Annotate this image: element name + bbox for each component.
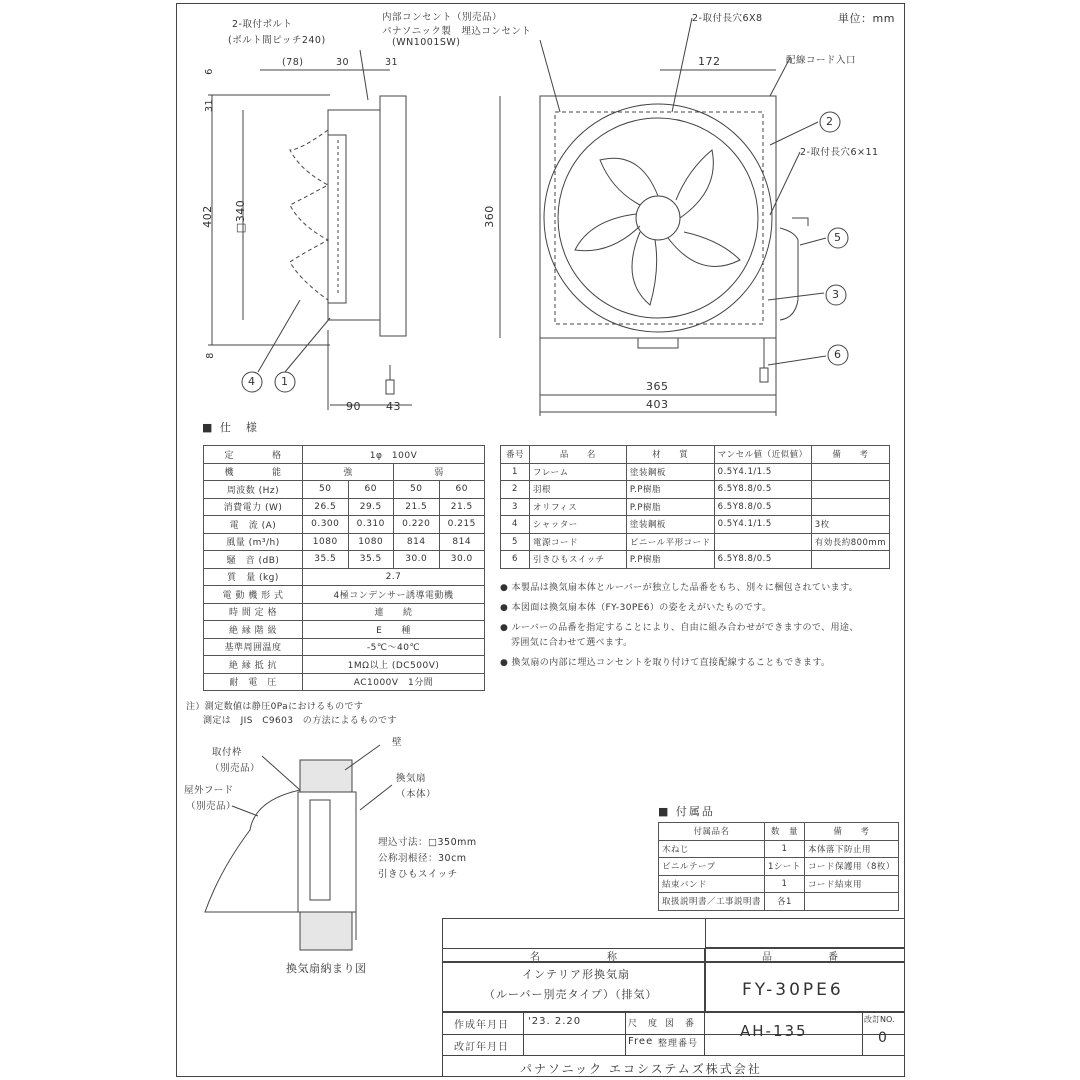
note-3: ● ルーバーの品番を指定することにより、自由に組み合わせができますので、用途、 xyxy=(500,623,859,633)
note-text: 本製品は換気扇本体とルーバーが独立した品番をもち、別々に梱包されています。 xyxy=(511,583,859,593)
title-rev-label: 改訂年月日 xyxy=(454,1042,509,1053)
side-switch-housing xyxy=(328,135,346,303)
note-text: 換気扇の内部に埋込コンセントを取り付けて直接配線することもできます。 xyxy=(511,658,831,668)
pull-knob-side xyxy=(386,380,394,394)
parts-cell: 0.5Y4.1/1.5 xyxy=(714,463,811,481)
install-wall-label: 壁 xyxy=(392,737,403,748)
parts-cell: 2 xyxy=(501,481,530,499)
install-fan-sub: （本体） xyxy=(396,789,437,800)
install-spec-2: 公称羽根径：30cm xyxy=(378,853,467,864)
dim-31-side: 31 xyxy=(204,98,216,113)
cord-entry-label: 配線コード入口 xyxy=(786,55,857,66)
spec-cell: 基準周囲温度 xyxy=(204,638,303,656)
leader-slot-top xyxy=(672,18,692,112)
parts-row xyxy=(501,551,890,569)
parts-cell: 6 xyxy=(501,551,530,569)
front-inner-dashed xyxy=(555,112,763,324)
install-frame-label: 取付枠 xyxy=(212,747,243,758)
bolt-title: 2-取付ボルト xyxy=(232,19,293,30)
install-spec-3: 引きひもスイッチ xyxy=(378,869,458,880)
leader-2 xyxy=(770,122,818,145)
parts-cell: 3 xyxy=(501,498,530,516)
dim-403: 403 xyxy=(646,398,669,411)
leader-6 xyxy=(768,356,826,365)
accessories-cell: 本体落下防止用 xyxy=(804,840,898,858)
orifice-ring xyxy=(544,104,772,332)
spec-cell: 電 流 (A) xyxy=(204,516,303,534)
spec-title: ■ 仕 様 xyxy=(202,421,259,434)
accessories-header-cell: 付属品名 xyxy=(659,823,765,841)
spec-cell: 1MΩ以上 (DC500V) xyxy=(303,656,485,674)
parts-cell: 3枚 xyxy=(811,516,889,534)
title-company: パナソニック エコシステムズ株式会社 xyxy=(520,1062,762,1076)
accessories-cell: 1 xyxy=(765,875,805,893)
spec-row xyxy=(204,621,485,639)
spec-table xyxy=(203,445,485,691)
callout-4: 4 xyxy=(248,375,256,388)
title-drawing-label: 図 番 xyxy=(665,1019,696,1029)
front-frame xyxy=(540,96,776,338)
parts-cell: P.P樹脂 xyxy=(626,481,714,499)
parts-row xyxy=(501,498,890,516)
dim-340: □340 xyxy=(234,199,248,234)
spec-cell: 耐 電 圧 xyxy=(204,673,303,691)
spec-cell: 風量 (m³/h) xyxy=(204,533,303,551)
footnote-1: 注）測定数値は静圧0Paにおけるものです xyxy=(186,702,364,712)
accessories-title-text: 付属品 xyxy=(675,805,715,818)
parts-cell: シャッター xyxy=(529,516,626,534)
install-fan-body xyxy=(298,792,356,912)
install-frame-sub: （別売品） xyxy=(210,763,261,774)
spec-cell: 0.215 xyxy=(439,516,485,534)
fan-circle xyxy=(558,118,758,318)
installation-view xyxy=(205,745,392,950)
spec-row xyxy=(204,673,485,691)
power-cord xyxy=(780,228,798,320)
parts-row xyxy=(501,481,890,499)
parts-cell xyxy=(811,498,889,516)
title-scale-value: Free xyxy=(628,1036,654,1047)
spec-cell: E 種 xyxy=(303,621,485,639)
dim-8: 8 xyxy=(204,352,216,359)
title-name-line-1: インテリア形換気扇 xyxy=(522,968,630,981)
outlet-model: (WN1001SW) xyxy=(392,37,461,48)
outlet-maker: パナソニック製 埋込コンセント xyxy=(382,26,532,37)
spec-cell: 弱 xyxy=(394,463,485,481)
parts-header-cell: 材 質 xyxy=(626,446,714,464)
accessories-cell: 各1 xyxy=(765,893,805,911)
dim-31-top: 31 xyxy=(385,57,399,68)
accessories-row xyxy=(659,840,899,858)
accessories-cell: コード結束用 xyxy=(804,875,898,893)
spec-cell: 質 量 (kg) xyxy=(204,568,303,586)
spec-cell: 814 xyxy=(439,533,485,551)
spec-cell: 1080 xyxy=(348,533,394,551)
spec-cell: 絶 縁 抵 抗 xyxy=(204,656,303,674)
parts-cell: 塗装鋼板 xyxy=(626,516,714,534)
pull-knob-front xyxy=(760,368,768,382)
leader-wall xyxy=(345,745,380,770)
parts-cell: P.P樹脂 xyxy=(626,498,714,516)
spec-cell: 26.5 xyxy=(303,498,349,516)
accessories-row xyxy=(659,875,899,893)
slot-side-label: 2-取付長穴6×11 xyxy=(800,147,879,158)
fan-blade-3 xyxy=(668,232,740,266)
front-bottom-tab xyxy=(638,338,678,348)
spec-cell: 絶 縁 階 級 xyxy=(204,621,303,639)
note-4: ● 換気扇の内部に埋込コンセントを取り付けて直接配線することもできます。 xyxy=(500,658,831,668)
leader-slot-side xyxy=(770,152,800,215)
dim-30: 30 xyxy=(336,57,350,68)
note-2: ● 本図面は換気扇本体（FY-30PE6）の姿をえがいたものです。 xyxy=(500,603,772,613)
install-hood-sub: （別売品） xyxy=(186,801,237,812)
dim-43: 43 xyxy=(386,400,401,413)
parts-table xyxy=(500,445,890,569)
parts-cell: 電源コード xyxy=(529,533,626,551)
spec-title-text: 仕 様 xyxy=(219,421,259,434)
spec-row xyxy=(204,481,485,499)
accessories-table xyxy=(658,822,899,911)
install-hood-label: 屋外フード xyxy=(184,785,234,796)
leader-frame xyxy=(262,756,300,790)
slot-top-label: 2-取付長穴6X8 xyxy=(692,13,763,24)
parts-cell xyxy=(811,481,889,499)
spec-cell: 30.0 xyxy=(394,551,440,569)
spec-cell: 0.300 xyxy=(303,516,349,534)
spec-cell: 814 xyxy=(394,533,440,551)
accessories-cell: 結束バンド xyxy=(659,875,765,893)
parts-header-row xyxy=(501,446,890,464)
spec-cell: 50 xyxy=(303,481,349,499)
callout-1: 1 xyxy=(281,375,289,388)
title-block-top-right xyxy=(705,918,905,948)
dim-78: (78) xyxy=(282,57,304,68)
parts-cell: 5 xyxy=(501,533,530,551)
parts-cell: 0.5Y4.1/1.5 xyxy=(714,516,811,534)
parts-row xyxy=(501,516,890,534)
spec-cell: 電 動 機 形 式 xyxy=(204,586,303,604)
spec-cell: 2.7 xyxy=(303,568,485,586)
parts-row xyxy=(501,533,890,551)
title-ref-label: 整理番号 xyxy=(658,1039,699,1049)
side-frame xyxy=(328,110,380,320)
parts-cell: 4 xyxy=(501,516,530,534)
dim-90: 90 xyxy=(346,400,361,413)
note-1: ● 本製品は換気扇本体とルーバーが独立した品番をもち、別々に梱包されています。 xyxy=(500,583,859,593)
outlet-title: 内部コンセント（別売品） xyxy=(382,12,503,23)
accessories-cell: 1シート xyxy=(765,858,805,876)
spec-cell: 定 格 xyxy=(204,446,303,464)
side-flange xyxy=(380,96,406,336)
spec-row xyxy=(204,446,485,464)
spec-cell: 0.220 xyxy=(394,516,440,534)
spec-cell: 50 xyxy=(394,481,440,499)
spec-row xyxy=(204,568,485,586)
accessories-cell: 1 xyxy=(765,840,805,858)
spec-row xyxy=(204,533,485,551)
fan-blade-5 xyxy=(575,214,640,251)
dim-402: 402 xyxy=(200,205,214,228)
footnote-2: 測定は JIS C9603 の方法によるものです xyxy=(203,716,397,726)
dim-365: 365 xyxy=(646,380,669,393)
accessories-cell: ビニルテープ xyxy=(659,858,765,876)
accessories-row xyxy=(659,858,899,876)
spec-row xyxy=(204,516,485,534)
install-spec-1: 埋込寸法：□350mm xyxy=(378,837,477,848)
parts-header-cell: 備 考 xyxy=(811,446,889,464)
parts-header-cell: 番号 xyxy=(501,446,530,464)
spec-cell: 29.5 xyxy=(348,498,394,516)
spec-cell: 60 xyxy=(348,481,394,499)
spec-cell: 35.5 xyxy=(303,551,349,569)
title-model-label: 品 番 xyxy=(762,952,839,963)
leader-bolt xyxy=(360,50,368,100)
spec-cell: 騒 音 (dB) xyxy=(204,551,303,569)
spec-row xyxy=(204,463,485,481)
spec-cell: 35.5 xyxy=(348,551,394,569)
spec-cell: 21.5 xyxy=(394,498,440,516)
spec-cell: -5℃～40℃ xyxy=(303,638,485,656)
spec-row xyxy=(204,638,485,656)
dim-360: 360 xyxy=(482,205,496,228)
spec-cell: 周波数 (Hz) xyxy=(204,481,303,499)
parts-cell xyxy=(811,551,889,569)
parts-cell xyxy=(714,533,811,551)
parts-header-cell: 品 名 xyxy=(529,446,626,464)
shutter-swing-path xyxy=(290,130,328,300)
callout-2: 2 xyxy=(826,115,834,128)
title-name-label: 名 称 xyxy=(530,952,618,963)
spec-row xyxy=(204,603,485,621)
spec-row xyxy=(204,586,485,604)
bolt-pitch: (ボルト間ピッチ240) xyxy=(228,35,326,46)
spec-cell: 1φ 100V xyxy=(303,446,485,464)
spec-row xyxy=(204,498,485,516)
install-fan-label: 換気扇 xyxy=(396,773,427,784)
spec-cell: 60 xyxy=(439,481,485,499)
title-model-number: FY-30PE6 xyxy=(742,980,844,1000)
cord-plug xyxy=(792,218,808,226)
spec-cell: 強 xyxy=(303,463,394,481)
spec-cell: 消費電力 (W) xyxy=(204,498,303,516)
parts-cell: オリフィス xyxy=(529,498,626,516)
parts-cell: 6.5Y8.8/0.5 xyxy=(714,498,811,516)
parts-header-cell: マンセル値（近似値） xyxy=(714,446,811,464)
install-caption: 換気扇納まり図 xyxy=(286,962,367,975)
accessories-cell: 取扱説明書／工事説明書 xyxy=(659,893,765,911)
accessories-header-cell: 数 量 xyxy=(765,823,805,841)
accessories-header-cell: 備 考 xyxy=(804,823,898,841)
note-3-cont: 雰囲気に合わせて選べます。 xyxy=(511,638,633,648)
spec-cell: 機 能 xyxy=(204,463,303,481)
callout-6: 6 xyxy=(834,348,842,361)
dim-6: 6 xyxy=(203,68,215,75)
spec-cell: 4極コンデンサー誘導電動機 xyxy=(303,586,485,604)
parts-cell: フレーム xyxy=(529,463,626,481)
note-text: ルーバーの品番を指定することにより、自由に組み合わせができますので、用途、 xyxy=(511,623,859,633)
title-created-date: '23. 2.20 xyxy=(528,1016,582,1027)
fan-blade-2 xyxy=(676,150,713,218)
parts-row xyxy=(501,463,890,481)
spec-cell: 0.310 xyxy=(348,516,394,534)
accessories-cell xyxy=(804,893,898,911)
leader-outlet xyxy=(540,40,560,112)
parts-cell: 6.5Y8.8/0.5 xyxy=(714,551,811,569)
spec-cell: 1080 xyxy=(303,533,349,551)
title-name-line-2: （ルーバー別売タイプ）（排気） xyxy=(484,988,658,1001)
title-created-label: 作成年月日 xyxy=(454,1020,509,1031)
accessories-cell: 木ねじ xyxy=(659,840,765,858)
fan-blade-4 xyxy=(632,232,657,305)
parts-cell: P.P樹脂 xyxy=(626,551,714,569)
unit-label: 単位：mm xyxy=(838,12,895,25)
title-rev-no: 0 xyxy=(878,1030,888,1046)
front-view xyxy=(500,18,826,416)
parts-cell: 有効長約800mm xyxy=(811,533,889,551)
accessories-row xyxy=(659,893,899,911)
leader-fan xyxy=(360,785,392,810)
parts-cell: 羽根 xyxy=(529,481,626,499)
accessories-cell: コード保護用（8枚） xyxy=(804,858,898,876)
spec-cell: 連 続 xyxy=(303,603,485,621)
parts-cell: ビニール平形コード xyxy=(626,533,714,551)
note-text: 本図面は換気扇本体（FY-30PE6）の姿をえがいたものです。 xyxy=(511,603,772,613)
parts-cell: 6.5Y8.8/0.5 xyxy=(714,481,811,499)
spec-cell: AC1000V 1分間 xyxy=(303,673,485,691)
callout-3: 3 xyxy=(832,288,840,301)
leader-5 xyxy=(800,238,826,245)
dim-172: 172 xyxy=(698,55,721,68)
fan-hub xyxy=(636,196,680,240)
title-rev-no-label: 改訂NO. xyxy=(864,1015,895,1024)
parts-cell: 引きひもスイッチ xyxy=(529,551,626,569)
parts-cell xyxy=(811,463,889,481)
accessories-header-row xyxy=(659,823,899,841)
title-scale-label: 尺 度 xyxy=(628,1019,659,1029)
parts-cell: 1 xyxy=(501,463,530,481)
spec-row xyxy=(204,551,485,569)
parts-cell: 塗装鋼板 xyxy=(626,463,714,481)
title-drawing-number: AH-135 xyxy=(740,1022,808,1040)
spec-cell: 30.0 xyxy=(439,551,485,569)
spec-cell: 時 間 定 格 xyxy=(204,603,303,621)
callout-5: 5 xyxy=(834,231,842,244)
spec-cell: 21.5 xyxy=(439,498,485,516)
spec-row xyxy=(204,656,485,674)
accessories-title: ■ 付属品 xyxy=(658,805,715,818)
